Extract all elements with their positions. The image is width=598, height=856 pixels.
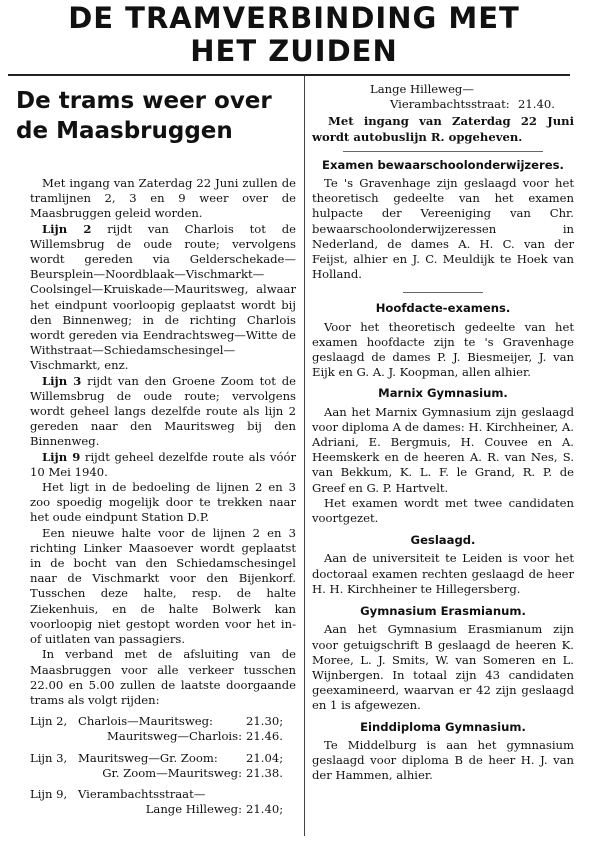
route-name: Mauritsweg—Gr. Zoom:	[78, 750, 218, 765]
route-line: Lijn 3,	[30, 750, 68, 765]
route-line: Lijn 2,	[30, 714, 68, 729]
route-row	[30, 766, 296, 781]
route-time: 21.40;	[246, 802, 284, 817]
route-time: 21.46.	[246, 729, 283, 744]
route-name: Gr. Zoom—Mauritsweg:	[102, 765, 242, 780]
section-rule	[343, 151, 543, 152]
route-row	[30, 802, 296, 817]
section-text: Het examen wordt met twee candidaten voortgezet.	[312, 495, 574, 526]
subhead-line-2: de Maasbruggen	[16, 118, 233, 144]
section-text: Te Middelburg is aan het gymnasium geslaagd voor diploma B de heer H. J. van der Hammen, alhier.	[312, 737, 574, 783]
right-column	[312, 82, 574, 783]
line-label: Lijn 9	[42, 449, 81, 464]
route-name: Vierambachtsstraat:	[390, 97, 510, 112]
article-paragraph	[30, 374, 296, 450]
section-text: Aan de universiteit te Leiden is voor het doctoraal examen rechten geslaagd de heer H. H. Kirchheiner te Hillegersberg.	[312, 551, 574, 596]
main-headline	[14, 2, 574, 68]
route-name: Lange Hilleweg—	[370, 82, 474, 96]
section-rule	[403, 292, 483, 293]
route-time: 21.40.	[518, 97, 555, 112]
section-heading: Geslaagd.	[410, 533, 476, 548]
article-paragraph: Het ligt in de bedoeling de lijnen 2 en 3 zoo spoedig mogelijk door te trekken naar het oude eindpunt Station D.P.	[30, 480, 296, 525]
section-heading: Examen bewaarschoolonderwijzeres.	[322, 157, 564, 172]
headline-rule	[8, 74, 570, 76]
route-row	[312, 82, 574, 97]
route-name: Vierambachtsstraat—	[78, 786, 206, 801]
article-paragraph: Een nieuwe halte voor de lijnen 2 en 3 richting Linker Maasoever wordt geplaatst in de bocht van den Schiedamschesingel naar de Vischmarkt voor den Bijenkorf. Tusschen deze halte, resp. de halte Ziekenhuis, en de halte Bolwerk kan voorloopig niet gestopt worden voor het in- of uitlaten van passagiers.	[30, 525, 296, 647]
route-name: Lange Hilleweg:	[145, 802, 242, 817]
paragraph-text: rijdt geheel dezelfde route als vóór 10 Mei 1940.	[30, 449, 296, 479]
route-row	[30, 714, 296, 729]
tram-article	[30, 176, 296, 817]
last-trams-list	[30, 714, 296, 817]
column-divider	[304, 76, 305, 836]
section-text: Aan het Gymnasium Erasmianum zijn voor getuigschrift B geslaagd de heeren K. Moree, L. J. Smits, W. van Someren en L. Wijnbergen. In totaal zijn 43 candidaten geexamineerd, waarvan er 42 zijn geslaagd en 1 is afgewezen.	[312, 622, 574, 713]
article-paragraph	[30, 222, 296, 374]
paragraph-text: rijdt van den Groene Zoom tot de Willemsbrug de oude route; vervolgens wordt geheel langs dezelfde route als lijn 2 gereden naar den Mauritsweg bij den Binnenweg.	[30, 373, 296, 449]
line-label: Lijn 2	[42, 221, 92, 236]
section-text: Te 's Gravenhage zijn geslaagd voor het theoretisch gedeelte van het examen hulpacte der Vereeniging van Chr. bewaarschoolonderwijzeressen in Nederland, de dames A. H. C. van der Feijst, alhier en J. C. Meuldijk te Hoek van Holland.	[312, 176, 574, 282]
route-line: Lijn 9,	[30, 786, 68, 801]
bus-notice: Met ingang van Zaterdag 22 Juni wordt autobuslijn R. opgeheven.	[312, 114, 574, 144]
article-paragraph	[30, 450, 296, 480]
headline-line-1: DE TRAMVERBINDING MET	[68, 1, 520, 35]
section-heading: Hoofdacte-examens.	[375, 301, 511, 316]
route-row	[30, 751, 296, 766]
route-name: Charlois—Mauritsweg:	[78, 714, 213, 729]
section-heading: Gymnasium Erasmianum.	[360, 604, 526, 619]
section-heading: Einddiploma Gymnasium.	[360, 719, 526, 734]
section-text: Aan het Marnix Gymnasium zijn geslaagd voor diploma A de dames: H. Kirchheiner, A. Adriani, E. Bergmuis, H. Couvee en A. Heemskerk en de heeren A. R. van Nes, S. van Bekkum, K. L. F. le Grand, R. P. de Greef en G. P. Hartvelt.	[312, 404, 574, 495]
route-time: 21.04;	[246, 750, 284, 765]
line-label: Lijn 3	[42, 373, 82, 388]
route-time: 21.38.	[246, 765, 283, 780]
headline-line-2: HET ZUIDEN	[190, 34, 398, 68]
subhead-line-1: De trams weer over	[16, 88, 272, 114]
article-subheadline	[16, 86, 298, 146]
article-paragraph: In verband met de afsluiting van de Maasbruggen voor alle verkeer tusschen 22.00 en 5.00 zullen de laatste doorgaande trams als volgt rijden:	[30, 647, 296, 707]
route-row	[312, 97, 574, 112]
paragraph-text: rijdt van Charlois tot de Willemsbrug de oude route; vervolgens wordt gereden via Gelderschekade—Beursplein—Noordblaak—Vischmarkt—Coolsingel—Kruiskade—Mauritsweg, alwaar het eindpunt voorloopig geplaatst wordt bij den Binnenweg; in de richting Charlois wordt gereden via Eendrachtsweg—Witte de Withstraat—Schiedamschesingel—Vischmarkt, enz.	[30, 221, 296, 373]
route-row	[30, 787, 296, 802]
route-time: 21.30;	[246, 714, 284, 729]
section-heading: Marnix Gymnasium.	[378, 386, 508, 401]
article-paragraph: Met ingang van Zaterdag 22 Juni zullen de tramlijnen 2, 3 en 9 weer over de Maasbruggen geleid worden.	[30, 176, 296, 221]
route-row	[30, 729, 296, 744]
route-name: Mauritsweg—Charlois:	[107, 729, 242, 744]
section-text: Voor het theoretisch gedeelte van het examen hoofdacte zijn te 's Gravenhage geslaagd de dames P. J. Biesmeijer, J. van Eijk en G. A. J. Koopman, allen alhier.	[312, 319, 574, 380]
